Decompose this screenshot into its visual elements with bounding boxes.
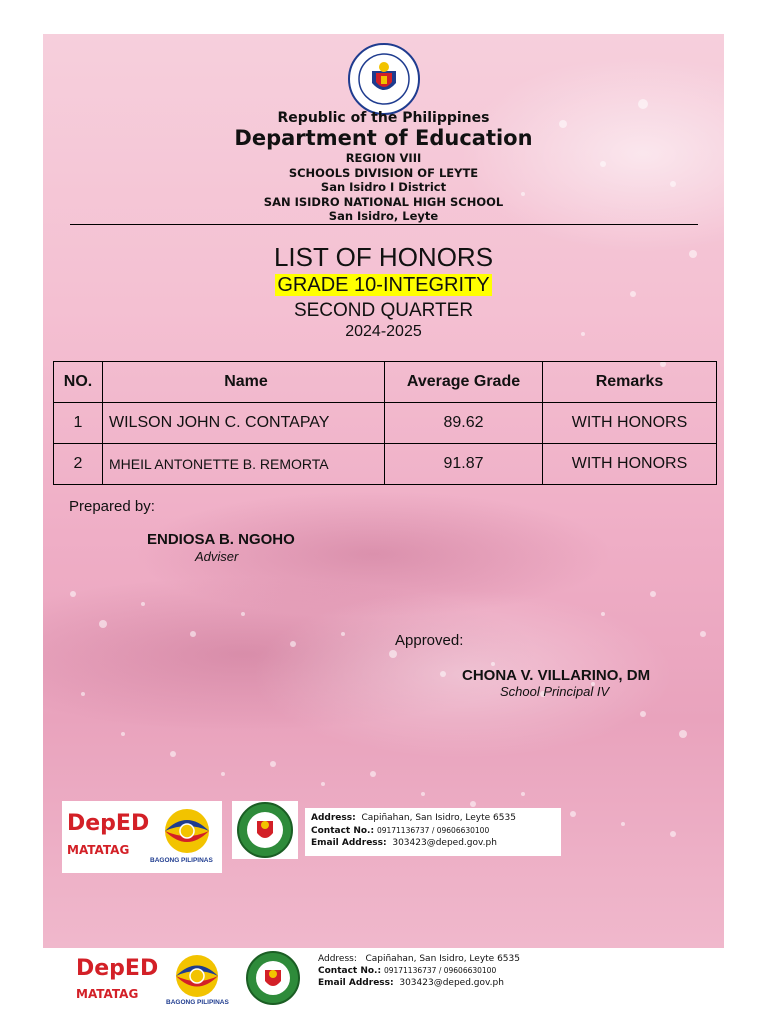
cell-no: 2: [54, 444, 103, 485]
school-seal-icon: [232, 801, 298, 859]
approved-label: Approved:: [395, 632, 464, 649]
contact-value: 09171136737 / 09606630100: [376, 826, 490, 835]
column-header-name: Name: [103, 362, 385, 403]
inner-logo-panel: [62, 801, 222, 873]
outer-bagong-pilipinas-label: BAGONG PILIPINAS: [166, 999, 229, 1006]
outer-address-line: [318, 953, 520, 965]
document-title: LIST OF HONORS: [273, 242, 494, 272]
cell-no: 1: [54, 403, 103, 444]
grade-section-label: [43, 274, 724, 297]
deped-logo: DepED: [67, 811, 150, 836]
cell-remarks: WITH HONORS: [543, 444, 717, 485]
quarter-label: SECOND QUARTER: [293, 300, 474, 321]
column-header-average: Average Grade: [385, 362, 543, 403]
table-header-row: [54, 362, 717, 403]
school-logo-panel: [232, 801, 298, 859]
outer-contact-line: [318, 965, 496, 977]
principal-name: CHONA V. VILLARINO, DM: [462, 667, 651, 684]
cell-name: WILSON JOHN C. CONTAPAY: [103, 403, 385, 444]
district-line: San Isidro I District: [320, 180, 447, 194]
outer-address-label: Address:: [318, 954, 357, 964]
outer-contact-label: Contact No.:: [318, 966, 382, 976]
prepared-by-label: Prepared by:: [69, 498, 155, 515]
cell-average: 89.62: [385, 403, 543, 444]
grade-section-text: GRADE 10-INTEGRITY: [277, 274, 490, 296]
outer-footer-logos: [76, 952, 316, 1012]
school-year-label: 2024-2025: [345, 323, 422, 340]
outer-deped-logo: DepED: [76, 956, 159, 981]
school-line: SAN ISIDRO NATIONAL HIGH SCHOOL: [263, 194, 504, 209]
cell-name: MHEIL ANTONETTE B. REMORTA: [103, 444, 385, 485]
column-header-no: NO.: [54, 362, 103, 403]
outer-email-line: [318, 977, 504, 989]
bagong-pilipinas-icon: [158, 803, 216, 855]
email-value: 303423@deped.gov.ph: [392, 838, 497, 848]
outer-address-value: Capiñahan, San Isidro, Leyte 6535: [365, 954, 520, 964]
table-row: [54, 403, 717, 444]
column-header-remarks: Remarks: [543, 362, 717, 403]
contact-label: Contact No.:: [311, 826, 375, 836]
cell-average: 91.87: [385, 444, 543, 485]
adviser-name: ENDIOSA B. NGOHO: [147, 531, 295, 548]
bagong-pilipinas-label: BAGONG PILIPINAS: [150, 857, 213, 864]
inner-address-line: [311, 812, 516, 824]
republic-heading: Republic of the Philippines: [277, 110, 490, 126]
address-label: Address:: [311, 813, 356, 823]
header-divider: [70, 224, 698, 225]
address-value: Capiñahan, San Isidro, Leyte 6535: [361, 813, 516, 823]
division-line: SCHOOLS DIVISION OF LEYTE: [288, 165, 479, 180]
department-heading: Department of Education: [234, 126, 533, 150]
region-line: REGION VIII: [345, 151, 422, 165]
cell-remarks: WITH HONORS: [543, 403, 717, 444]
outer-school-seal-icon: [241, 950, 305, 1006]
location-line: San Isidro, Leyte: [328, 209, 439, 223]
outer-email-label: Email Address:: [318, 978, 394, 988]
deped-seal-icon: [348, 43, 420, 115]
outer-bagong-pilipinas-icon: [168, 952, 226, 998]
adviser-role: Adviser: [195, 549, 239, 564]
matatag-logo: MATATAG: [67, 843, 130, 857]
principal-role: School Principal IV: [500, 684, 610, 699]
inner-email-line: [311, 837, 497, 849]
outer-contact-value: 09171136737 / 09606630100: [383, 966, 497, 975]
outer-contact-block: [318, 953, 548, 993]
outer-email-value: 303423@deped.gov.ph: [399, 978, 504, 988]
email-label: Email Address:: [311, 838, 387, 848]
document-page: [43, 34, 724, 948]
table-row: [54, 444, 717, 485]
inner-contact-panel: [305, 808, 561, 856]
outer-matatag-logo: MATATAG: [76, 987, 139, 1001]
honors-table: [53, 361, 717, 485]
inner-contact-line: [311, 825, 489, 837]
